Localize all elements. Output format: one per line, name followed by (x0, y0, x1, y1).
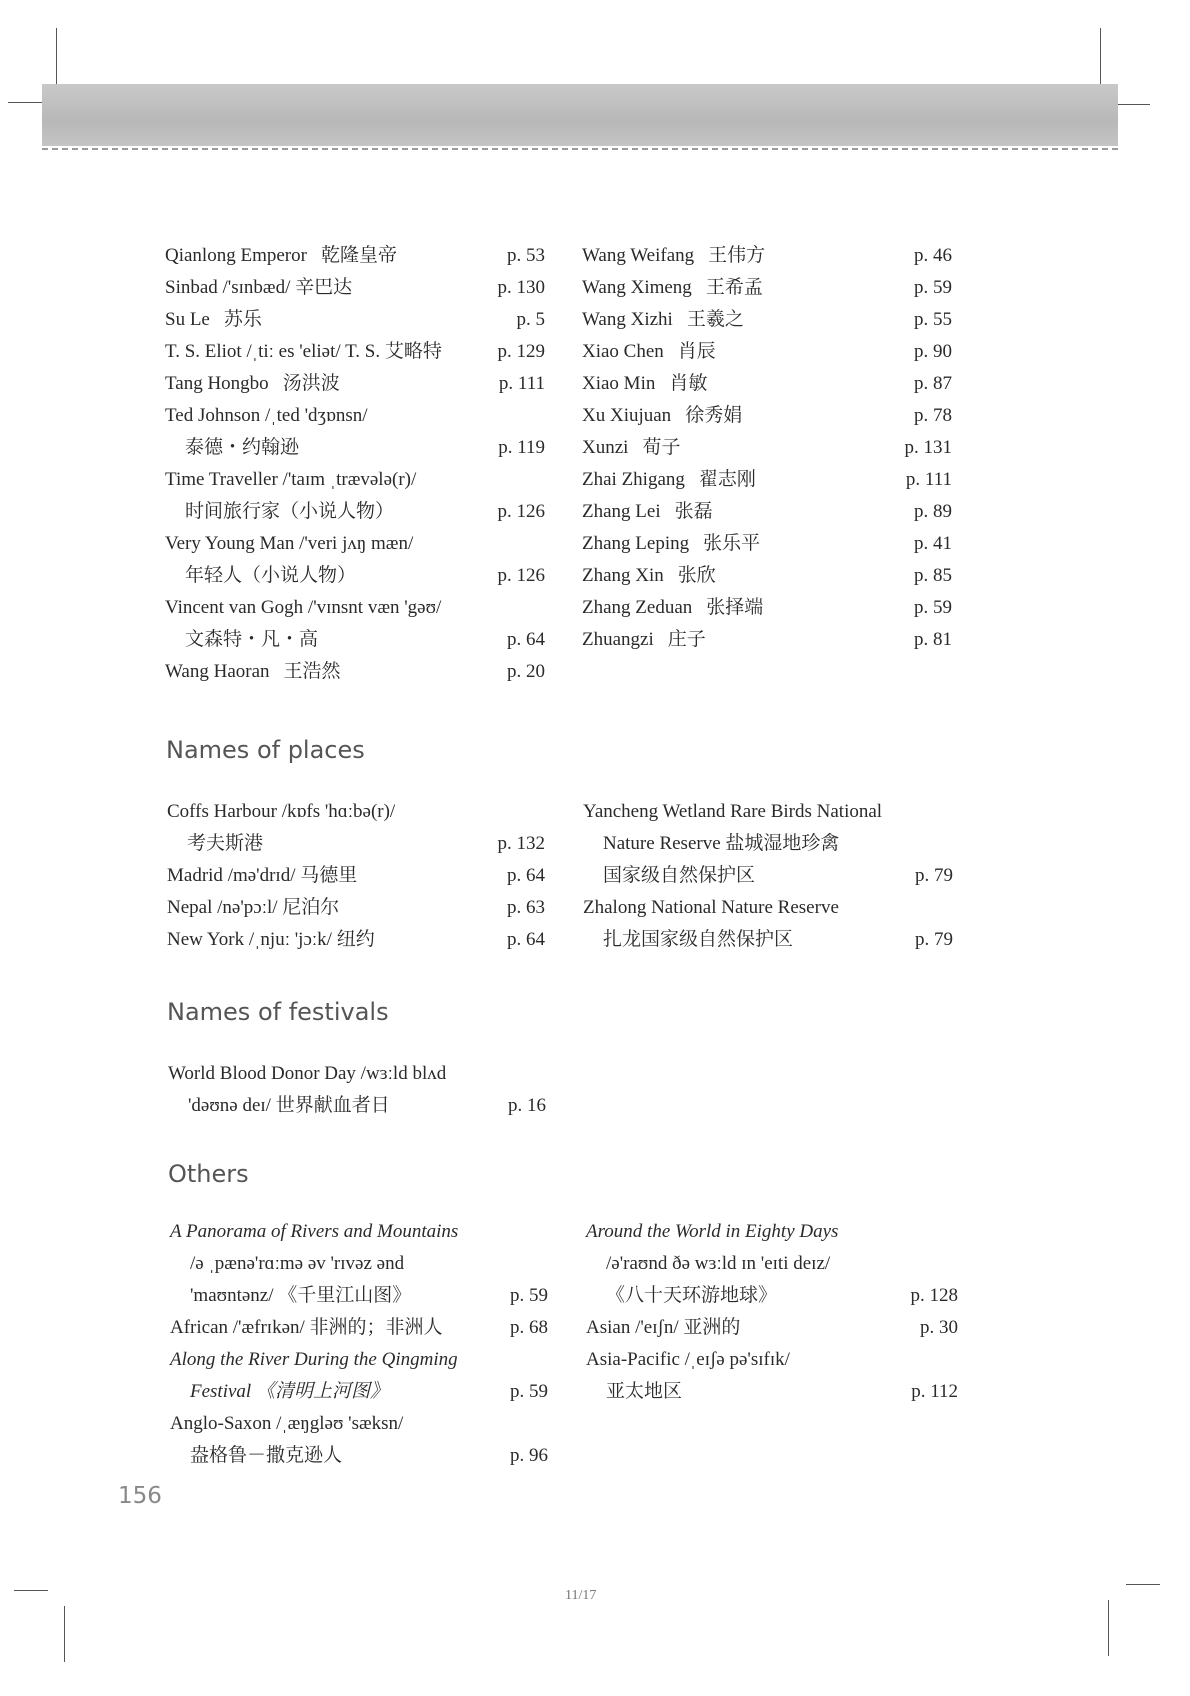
header-dashed-line (42, 148, 1118, 150)
list-item (582, 464, 952, 496)
entry-name: Vincent van Gogh (165, 597, 304, 618)
entry-name: Ted Johnson (165, 405, 261, 426)
entry-page: p. 90 (914, 341, 952, 362)
entry-name: Time Traveller (165, 469, 278, 490)
entry-chinese: 王浩然 (283, 661, 341, 682)
entry-page: p. 59 (914, 597, 952, 618)
entry-phonetic: /mə'drɪd/ (227, 865, 296, 886)
entry-page: p. 128 (910, 1285, 958, 1306)
crop-mark-bottom-right (1108, 1600, 1109, 1656)
entry-line: 'dəʊnə deɪ/ 世界献血者日 (188, 1095, 390, 1116)
entry-chinese: 尼泊尔 (282, 897, 340, 918)
entry-page: p. 119 (498, 437, 545, 458)
entry-chinese: 汤洪波 (282, 373, 340, 394)
entry-chinese: 庄子 (667, 629, 706, 650)
list-item (167, 796, 545, 860)
entry-chinese: 肖敏 (669, 373, 708, 394)
entry-name: Coffs Harbour (167, 801, 277, 822)
entry-name: Qianlong Emperor (165, 245, 307, 266)
crop-mark-bottom-right-h (1126, 1584, 1160, 1585)
list-item (582, 368, 952, 400)
page-number: 156 (118, 1483, 162, 1509)
entry-line: 扎龙国家级自然保护区 (603, 929, 794, 950)
entry-chinese: 纽约 (336, 929, 375, 950)
entry-name: New York (167, 929, 245, 950)
list-item (586, 1344, 958, 1408)
entry-line: 国家级自然保护区 (603, 865, 756, 886)
entry-page: p. 16 (508, 1095, 546, 1116)
entry-line: 《八十天环游地球》 (606, 1285, 778, 1306)
entry-line: Asia-Pacific /ˌeɪʃə pə'sɪfɪk/ (586, 1349, 790, 1370)
entry-phonetic: /kɒfs 'hɑːbə(r)/ (281, 801, 396, 822)
entry-chinese: 张磊 (674, 501, 713, 522)
entry-page: p. 78 (914, 405, 952, 426)
list-item (165, 272, 545, 304)
entry-page: p. 129 (497, 341, 545, 362)
entry-page: p. 41 (914, 533, 952, 554)
entry-line: Anglo-Saxon /ˌæŋgləʊ 'sæksn/ (170, 1413, 404, 1434)
entry-phonetic: /ˌtiː es 'eliət/ (246, 341, 341, 362)
section-title-festivals: Names of festivals (167, 998, 389, 1026)
entry-chinese: 王伟方 (708, 245, 766, 266)
entry-page: p. 53 (507, 245, 545, 266)
entry-page: p. 79 (915, 929, 953, 950)
entry-chinese: 考夫斯港 (187, 833, 264, 854)
list-item (165, 400, 545, 464)
entry-name: Very Young Man (165, 533, 295, 554)
entry-name: Tang Hongbo (165, 373, 269, 394)
entry-page: p. 96 (510, 1445, 548, 1466)
entry-page: p. 63 (507, 897, 545, 918)
list-item (583, 892, 953, 956)
entry-page: p. 46 (914, 245, 952, 266)
entry-name: Zhang Zeduan (582, 597, 693, 618)
list-item (165, 656, 545, 688)
entry-phonetic: /ˌted 'dʒɒnsn/ (265, 405, 368, 426)
list-item (582, 304, 952, 336)
list-item (586, 1312, 958, 1344)
entry-page: p. 81 (914, 629, 952, 650)
entry-title: Around the World in Eighty Days (586, 1221, 839, 1242)
entry-name: Zhuangzi (582, 629, 654, 650)
entry-page: p. 5 (516, 309, 545, 330)
places-right-column (583, 796, 953, 956)
list-item (165, 304, 545, 336)
entry-page: p. 132 (497, 833, 545, 854)
list-item (165, 368, 545, 400)
entry-page: p. 64 (507, 865, 545, 886)
entry-phonetic: /'taɪm ˌtrævələ(r)/ (282, 469, 417, 490)
entry-chinese: 荀子 (642, 437, 681, 458)
entry-name: Zhang Leping (582, 533, 690, 554)
list-item (582, 400, 952, 432)
entry-page: p. 87 (914, 373, 952, 394)
entry-name: Zhang Lei (582, 501, 661, 522)
list-item (170, 1312, 548, 1344)
list-item (165, 464, 545, 528)
entry-chinese: 张欣 (677, 565, 716, 586)
entry-line: 'maʊntənz/ 《千里江山图》 (190, 1285, 412, 1306)
entry-page: p. 64 (507, 929, 545, 950)
entry-page: p. 111 (905, 469, 952, 490)
entry-name: Wang Haoran (165, 661, 270, 682)
entry-chinese: 文森特・凡・高 (185, 629, 319, 650)
list-item (582, 592, 952, 624)
entry-name: Madrid (167, 865, 223, 886)
entry-phonetic: /ˌnjuː 'jɔːk/ (248, 929, 332, 950)
crop-mark-bottom-left-h (14, 1590, 48, 1591)
entry-name: Zhang Xin (582, 565, 664, 586)
list-item (582, 272, 952, 304)
entry-line: 盎格鲁－撒克逊人 (190, 1445, 343, 1466)
entry-name: Xiao Chen (582, 341, 664, 362)
list-item (167, 860, 545, 892)
list-item (582, 432, 952, 464)
entry-name: Xiao Min (582, 373, 656, 394)
festivals-column (168, 1058, 546, 1122)
entry-page: p. 59 (510, 1381, 548, 1402)
entry-page: p. 112 (911, 1381, 958, 1402)
list-item (582, 528, 952, 560)
entry-page: p. 20 (507, 661, 545, 682)
entry-name: Xu Xiujuan (582, 405, 672, 426)
list-item (167, 892, 545, 924)
list-item (582, 336, 952, 368)
entry-chinese: 翟志刚 (698, 469, 756, 490)
crop-mark-bottom-left (64, 1606, 65, 1662)
entry-title: Festival 《清明上河图》 (190, 1381, 389, 1402)
entry-phonetic: /'veri jʌŋ mæn/ (299, 533, 414, 554)
entry-title: Along the River During the Qingming (170, 1349, 458, 1370)
entry-name: T. S. Eliot (165, 341, 242, 362)
others-left-column (170, 1216, 548, 1472)
list-item (168, 1058, 546, 1122)
list-item (165, 336, 545, 368)
entry-chinese: 年轻人（小说人物） (185, 565, 357, 586)
entry-name: Wang Xizhi (582, 309, 673, 330)
entry-chinese: 时间旅行家（小说人物） (185, 501, 395, 522)
entry-page: p. 55 (914, 309, 952, 330)
entry-chinese: T. S. 艾略特 (345, 341, 442, 362)
entry-chinese: 王羲之 (686, 309, 744, 330)
entry-name: Xunzi (582, 437, 629, 458)
entry-name: Wang Weifang (582, 245, 695, 266)
entry-chinese: 泰德・约翰逊 (185, 437, 300, 458)
entry-chinese: 张择端 (706, 597, 764, 618)
list-item (582, 560, 952, 592)
entry-line: Yancheng Wetland Rare Birds National (583, 801, 883, 822)
people-right-column (582, 240, 952, 656)
list-item (582, 240, 952, 272)
entry-page: p. 126 (497, 501, 545, 522)
list-item (586, 1216, 958, 1312)
entry-phonetic: /'sɪnbæd/ (222, 277, 291, 298)
entry-name: Zhai Zhigang (582, 469, 685, 490)
entry-line: African /'æfrɪkən/ 非洲的；非洲人 (170, 1317, 443, 1338)
entry-page: p. 59 (914, 277, 952, 298)
entry-phonetic: /nə'pɔːl/ (217, 897, 278, 918)
entry-line: Asian /'eɪʃn/ 亚洲的 (586, 1317, 741, 1338)
entry-page: p. 126 (497, 565, 545, 586)
entry-page: p. 68 (510, 1317, 548, 1338)
list-item (582, 624, 952, 656)
entry-chinese: 辛巴达 (295, 277, 353, 298)
list-item (165, 528, 545, 592)
entry-chinese: 乾隆皇帝 (320, 245, 397, 266)
list-item (170, 1216, 548, 1312)
entry-page: p. 64 (507, 629, 545, 650)
entry-name: Wang Ximeng (582, 277, 692, 298)
others-right-column (586, 1216, 958, 1408)
entry-page: p. 59 (510, 1285, 548, 1306)
entry-chinese: 徐秀娟 (685, 405, 743, 426)
entry-line: Nature Reserve 盐城湿地珍禽 (603, 833, 840, 854)
scan-page-indicator: 11/17 (565, 1588, 597, 1603)
entry-page: p. 85 (914, 565, 952, 586)
list-item (582, 496, 952, 528)
list-item (583, 796, 953, 892)
entry-name: Sinbad (165, 277, 218, 298)
list-item (170, 1408, 548, 1472)
entry-name: Su Le (165, 309, 210, 330)
entry-page: p. 111 (498, 373, 545, 394)
list-item (167, 924, 545, 956)
people-left-column (165, 240, 545, 688)
entry-chinese: 张乐平 (703, 533, 761, 554)
list-item (165, 240, 545, 272)
entry-line: /ə ˌpænə'rɑːmə əv 'rɪvəz ənd (190, 1253, 405, 1274)
entry-chinese: 马德里 (300, 865, 358, 886)
entry-page: p. 131 (904, 437, 952, 458)
entry-page: p. 30 (920, 1317, 958, 1338)
entry-line: /ə'raʊnd ðə wɜːld ɪn 'eɪti deɪz/ (606, 1253, 831, 1274)
entry-line: Zhalong National Nature Reserve (583, 897, 839, 918)
list-item (170, 1344, 548, 1408)
section-title-others: Others (168, 1160, 249, 1188)
section-title-places: Names of places (166, 736, 365, 764)
entry-page: p. 79 (915, 865, 953, 886)
list-item (165, 592, 545, 656)
entry-line: World Blood Donor Day /wɜːld blʌd (168, 1063, 447, 1084)
places-left-column (167, 796, 545, 956)
entry-chinese: 肖辰 (677, 341, 716, 362)
entry-page: p. 130 (497, 277, 545, 298)
entry-name: Nepal (167, 897, 213, 918)
entry-chinese: 苏乐 (223, 309, 262, 330)
entry-line: 亚太地区 (606, 1381, 683, 1402)
entry-chinese: 王希孟 (705, 277, 763, 298)
header-band (42, 84, 1118, 146)
entry-title: A Panorama of Rivers and Mountains (170, 1221, 459, 1242)
entry-phonetic: /'vɪnsnt væn 'gəʊ/ (307, 597, 442, 618)
entry-page: p. 89 (914, 501, 952, 522)
